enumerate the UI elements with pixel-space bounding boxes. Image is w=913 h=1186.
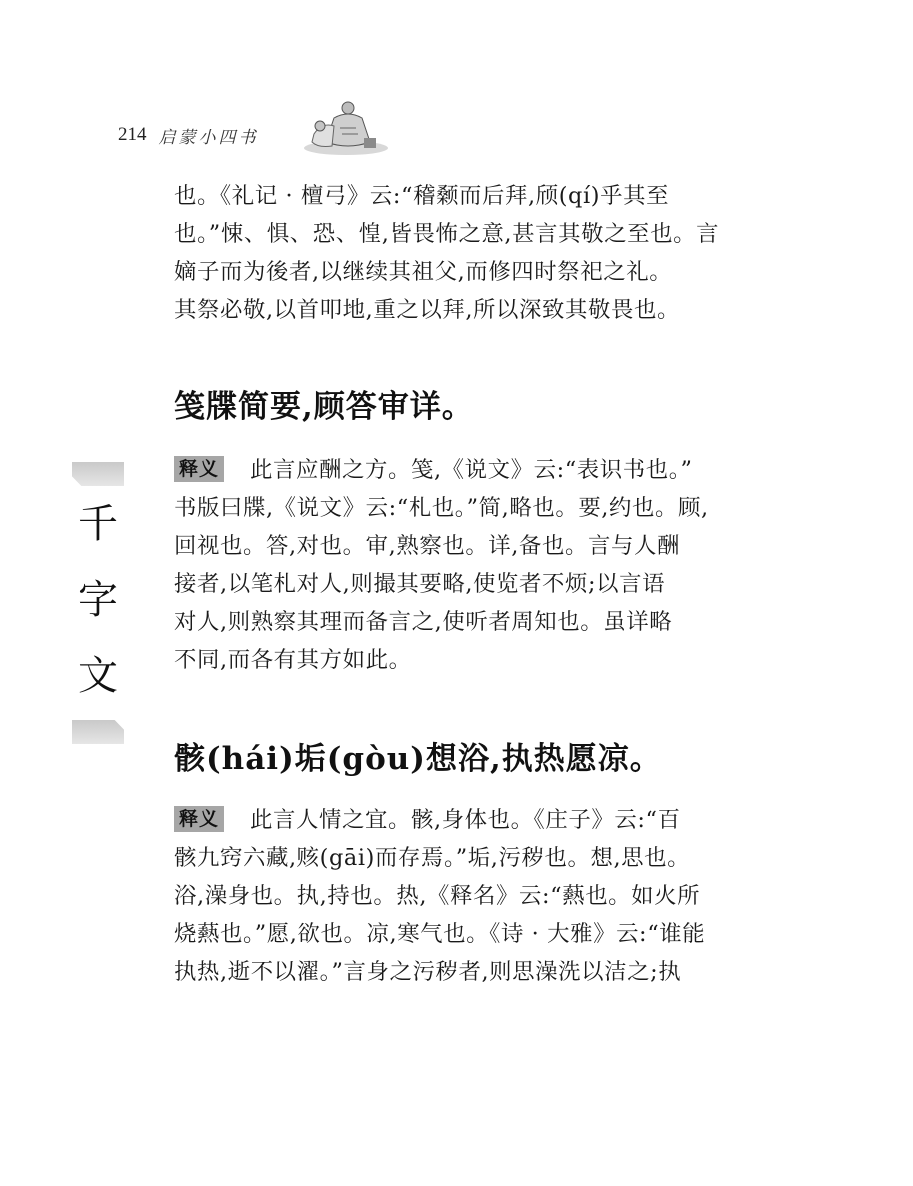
side-tab-bottom-bar (72, 720, 124, 744)
text-line (174, 451, 746, 489)
text-line: 骸九窍六藏,赅(gāi)而存焉。”垢,污秽也。想,思也。 (174, 845, 691, 871)
text-line: 回视也。答,对也。审,熟察也。详,备也。言与人酬 (174, 533, 680, 559)
text-line: 烧爇也。”愿,欲也。凉,寒气也。《诗 · 大雅》云:“谁能 (174, 921, 706, 947)
definition-tag: 释义 (174, 806, 224, 832)
page-number: 214 (118, 124, 147, 145)
side-tab-top-bar (72, 462, 124, 486)
text-line: 执热,逝不以濯。”言身之污秽者,则思澡洗以洁之;执 (174, 959, 682, 985)
definition-tag: 释义 (174, 456, 224, 482)
text-line: 对人,则熟察其理而备言之,使听者周知也。虽详略 (174, 609, 673, 635)
text-line (174, 801, 746, 839)
definition-paragraph (174, 451, 746, 679)
book-title: 启蒙小四书 (158, 127, 259, 148)
text-line: 其祭必敬,以首叩地,重之以拜,所以深致其敬畏也。 (174, 297, 680, 323)
text-line: 不同,而各有其方如此。 (174, 647, 412, 673)
scholar-illustration (300, 98, 392, 158)
definition-paragraph (174, 801, 746, 991)
page-content (174, 177, 746, 991)
text-line: 接者,以笔札对人,则撮其要略,使览者不烦;以言语 (174, 571, 666, 597)
side-tab-char: 文 (78, 653, 118, 699)
side-tab (72, 462, 124, 744)
text-line: 也。《礼记 · 檀弓》云:“稽颡而后拜,颀(qí)乎其至 (174, 183, 670, 209)
text-line: 浴,澡身也。执,持也。热,《释名》云:“爇也。如火所 (174, 883, 701, 909)
text-line: 也。”悚、惧、恐、惶,皆畏怖之意,甚言其敬之至也。言 (174, 221, 720, 247)
verse-heading: 骸(hái)垢(gòu)想浴,执热愿凉。 (174, 741, 662, 777)
side-tab-char: 千 (78, 501, 118, 547)
text-line-content: 此言人情之宜。骸,身体也。《庄子》云:“百 (250, 807, 681, 833)
page-header (118, 120, 259, 150)
verse-heading: 笺牒简要,顾答审详。 (174, 389, 474, 425)
side-tab-char: 字 (78, 577, 118, 623)
text-line-content: 此言应酬之方。笺,《说文》云:“表识书也。” (250, 457, 693, 483)
text-line: 书版曰牒,《说文》云:“札也。”简,略也。要,约也。顾, (174, 495, 709, 521)
intro-paragraph (174, 177, 746, 329)
text-line: 嫡子而为後者,以继续其祖父,而修四时祭祀之礼。 (174, 259, 673, 285)
